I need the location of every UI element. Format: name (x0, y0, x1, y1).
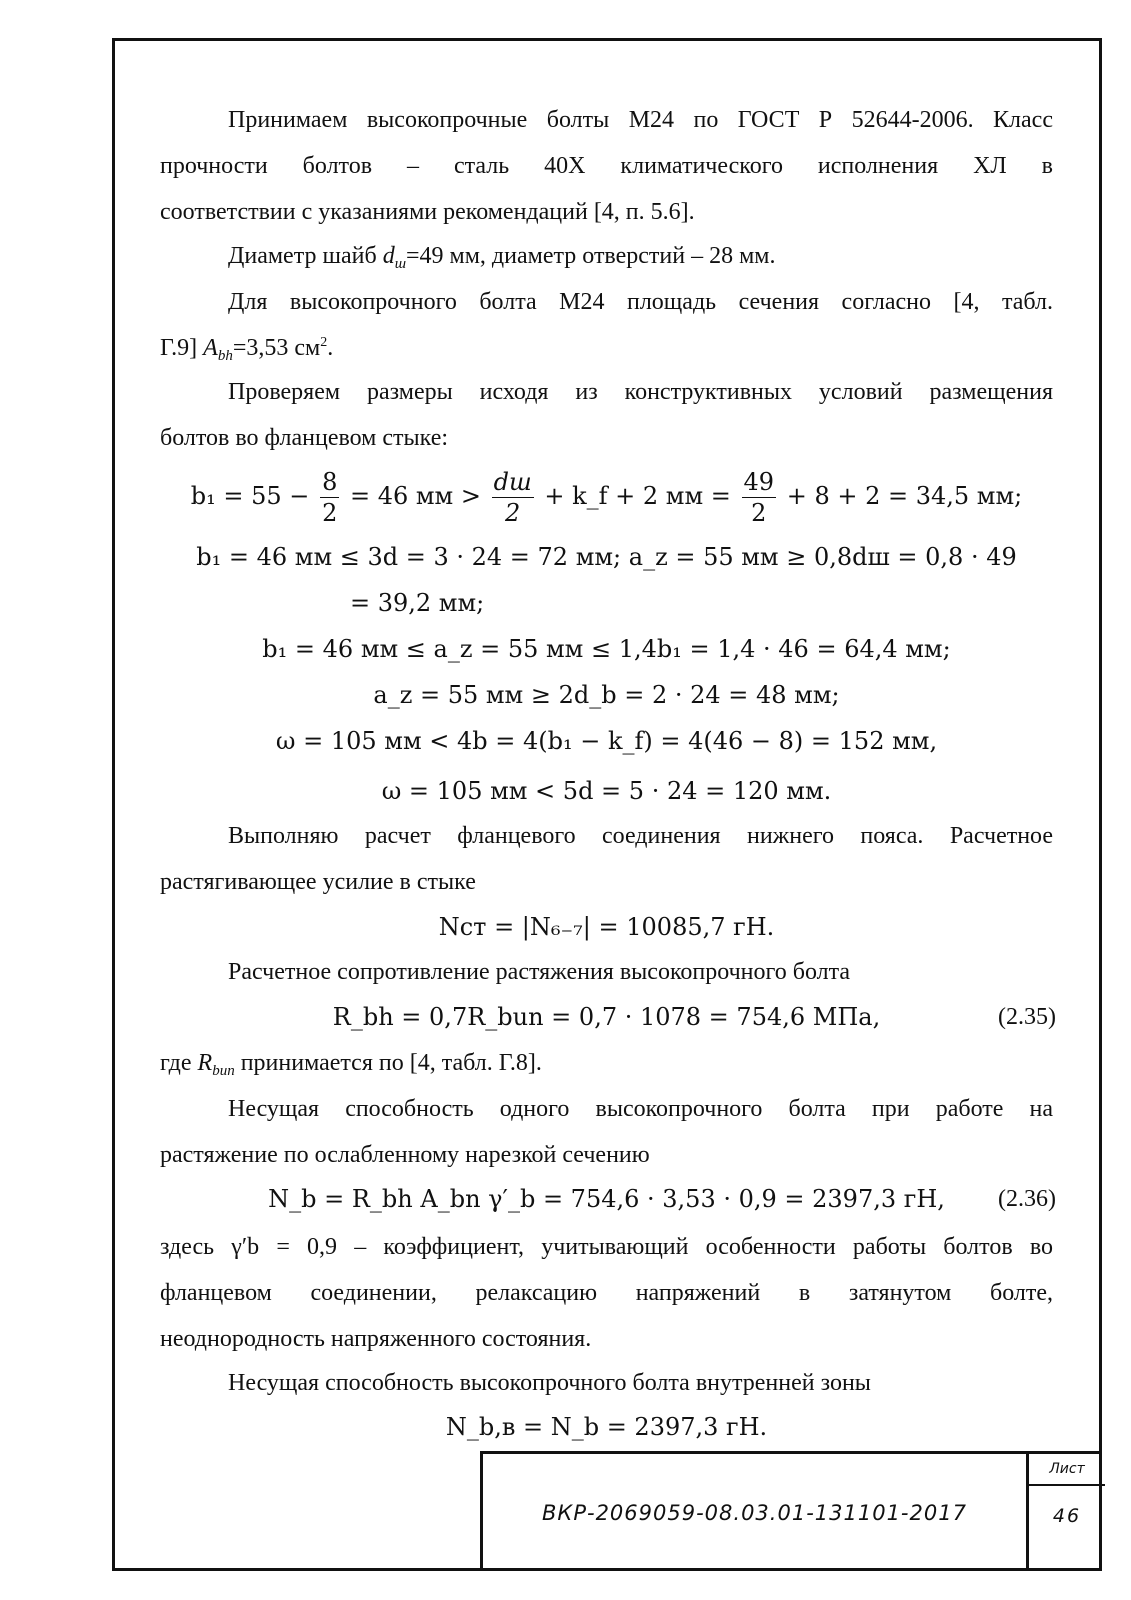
paragraph-line: неоднородность напряженного состояния. (160, 1326, 592, 1352)
fraction: $\frac{dш}{2}$ (493, 468, 532, 527)
formula-line: ω = 105 мм < 4b = 4(b₁ − k_f) = 4(46 − 8) = 152 мм, (275, 727, 938, 755)
paragraph-line: растягивающее усилие в стыке (160, 869, 476, 895)
sheet-label: Лист (1029, 1454, 1105, 1486)
title-block (480, 1451, 1102, 1571)
paragraph-line: Проверяем размеры исходя из конструктивных условий размещения (228, 379, 1053, 405)
formula-line: b₁ = 46 мм ≤ a_z = 55 мм ≤ 1,4b₁ = 1,4 · 46 = 64,4 мм; (262, 635, 951, 663)
paragraph-line: Несущая способность высокопрочного болта внутренней зоны (228, 1370, 871, 1396)
fraction: $\frac{8}{2}$ (322, 468, 338, 527)
formula-line: ω = 105 мм < 5d = 5 · 24 = 120 мм. (381, 777, 832, 805)
paragraph-line: здесь γ′b = 0,9 – коэффициент, учитывающий особенности работы болтов во (160, 1234, 1053, 1260)
paragraph-bolt-area: Г.9] $A_{bh}=3,53$ $см^2$. (160, 335, 334, 364)
sheet-box (1026, 1454, 1105, 1571)
formula-line: N_b = R_bh A_bn γ′_b = 754,6 · 3,53 · 0,9 = 2397,3 гН, (268, 1185, 945, 1213)
sheet-number: 46 (1052, 1505, 1082, 1527)
paragraph-line: Выполняю расчет фланцевого соединения нижнего пояса. Расчетное (228, 823, 1053, 849)
fraction: $\frac{49}{2}$ (743, 468, 775, 527)
paragraph-line: Расчетное сопротивление растяжения высокопрочного болта (228, 959, 851, 985)
equation-number: (2.35) (998, 1004, 1056, 1030)
formula-line: R_bh = 0,7R_bun = 0,7 · 1078 = 754,6 МПа, (332, 1003, 881, 1031)
paragraph-line: Принимаем высокопрочные болты М24 по ГОСТ Р 52644-2006. Класс (228, 107, 1053, 133)
paragraph-washer-diameter: Диаметр шайб $d_ш=49$ мм, диаметр отверстий – 28 мм. (228, 243, 776, 272)
paragraph-line: прочности болтов – сталь 40Х климатического исполнения ХЛ в (160, 153, 1053, 179)
paragraph-line: Для высокопрочного болта М24 площадь сечения согласно [4, табл. (228, 289, 1053, 315)
formula-line: = 39,2 мм; (350, 589, 485, 617)
paragraph-line: растяжение по ослабленному нарезкой сечению (160, 1142, 650, 1168)
paragraph-line: фланцевом соединении, релаксацию напряжений в затянутом болте, (160, 1280, 1053, 1306)
paragraph-line: болтов во фланцевом стыке: (160, 425, 449, 451)
equation-number: (2.36) (998, 1186, 1056, 1212)
document-code: ВКР-2069059-08.03.01-131101-2017 (542, 1500, 967, 1525)
formula-line: N_b,в = N_b = 2397,3 гН. (445, 1413, 768, 1441)
formula-b1-check: b₁ = 55 − $\frac{8}{2}$ = 46 мм > $\frac{dш}{2}$ + k_f + 2 мм = $\frac{49}{2}$ + 8 + 2 = 34,5 мм; (190, 468, 1023, 527)
paragraph-line: соответствии с указаниями рекомендаций [4, п. 5.6]. (160, 199, 695, 225)
formula-line: b₁ = 46 мм ≤ 3d = 3 · 24 = 72 мм; a_z = 55 мм ≥ 0,8dш = 0,8 · 49 (196, 543, 1017, 571)
paragraph-line: Несущая способность одного высокопрочного болта при работе на (228, 1096, 1053, 1122)
formula-line: Nст = |N₆₋₇| = 10085,7 гН. (438, 913, 775, 941)
paragraph-rbun-note: где $R_{bun}$ принимается по [4, табл. Г.8]. (160, 1050, 542, 1079)
formula-line: a_z = 55 мм ≥ 2d_b = 2 · 24 = 48 мм; (373, 681, 840, 709)
